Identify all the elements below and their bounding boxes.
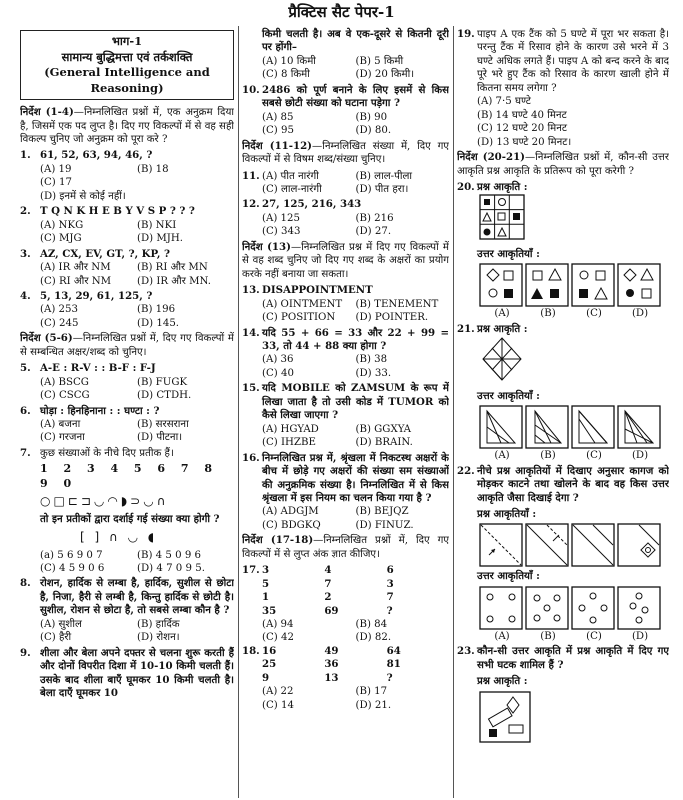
question-23: 23. कौन-सी उत्तर आकृति में प्रश्न आकृति में दिए गए सभी घटक शामिल हैं ? bbox=[457, 645, 669, 671]
options-19: (A) 7·5 घण्टे (B) 14 घण्टे 40 मिनट (C) 12 घण्टे 20 मिनट (D) 13 घण्टे 20 मिनट। bbox=[477, 96, 572, 148]
options-11: (C) लाल-नारंगी (D) पीत हरा। bbox=[262, 183, 409, 195]
options-2: (A) NKG (B) NKI (C) MJG (D) MJH. bbox=[40, 219, 183, 245]
column-2 bbox=[242, 26, 449, 798]
q22-question-figures bbox=[457, 523, 669, 567]
options-8: (A) सुशील (B) हार्दिक (C) हैरी (D) रोशन। bbox=[40, 618, 180, 644]
options-18: (A) 22 (B) 17 (C) 14 (D) 21. bbox=[262, 686, 392, 711]
q21-labels: (A) (B) (C) (D) bbox=[494, 450, 649, 462]
direction-13: निर्देश (13)—निम्नलिखित प्रश्न में दिए गए विकल्पों में से वह शब्द चुनिए जो दिए गए शब्द के अक्षरों का प्रयोग करके नहीं बनाया जा सकता। bbox=[242, 240, 449, 280]
answer-figure-b-icon bbox=[525, 263, 569, 307]
number-row: 1 2 3 4 5 6 7 8 9 0 bbox=[40, 462, 219, 490]
options-3: (A) IR और NM (B) RI और MN (C) RI और NM (D) IR और MN. bbox=[40, 262, 212, 287]
question-3: 3. AZ, CX, EV, GT, ?, KP, ? bbox=[20, 247, 170, 260]
options-6: (A) बजना (B) सरसराना (C) गरजना (D) पीटना। bbox=[40, 419, 189, 444]
direction-1-4: निर्देश (1-4)—निम्नलिखित प्रश्नों में, एक अनुक्रम दिया है, जिसमें एक पद लुप्त है। दिए गए विकल्पों में से वह सही विकल्प चुनिए जो अनुक्रम को पूरा करे ? bbox=[20, 106, 234, 145]
q23-question-label: प्रश्न आकृति : bbox=[477, 675, 528, 688]
grid-figure-icon bbox=[479, 194, 525, 240]
question-19: 19. पाइप A एक टैंक को 5 घण्टे में पूरा भर सकता है। परन्तु टैंक में रिसाव होने के कारण उसे भरने में 3 घण्टे अधिक लगते हैं। पाइप A को बन्द करने के बाद पूरे भरे हुए टैंक को रिसाव के कारण खाली होने में कितना समय लगेगा ? bbox=[457, 28, 669, 94]
answer-figure-c-icon bbox=[571, 586, 615, 630]
options-5: (A) BSCG (B) FUGK (C) CSCG (D) CTDH. bbox=[40, 376, 192, 402]
q22-answer-figures bbox=[457, 586, 669, 630]
q20-labels: (A) (B) (C) (D) bbox=[494, 308, 649, 320]
answer-figure-a-icon bbox=[479, 263, 523, 307]
options-9: (A) 10 किमी (B) 5 किमी (C) 8 किमी (D) 20 किमी। bbox=[262, 55, 415, 81]
q20-answer-figures bbox=[457, 263, 669, 307]
answer-figure-b-icon bbox=[525, 405, 569, 449]
answer-figure-b-icon bbox=[525, 586, 569, 630]
question-9: 9. शीला और बेला अपने दफ्तर से चलना शुरू करती हैं और दोनों विपरीत दिशा में 10-10 किमी चलती हैं। उसके बाद शीला बाएँ घूमकर 10 किमी चलती है। बेला दाएँ घूमकर 10 bbox=[20, 646, 234, 700]
question-17-grid: 17. 3 4 6 5 7 3 1 2 7 35 69 ? bbox=[242, 564, 394, 617]
answer-figure-d-icon bbox=[617, 263, 661, 307]
options-16: (A) ADGJM (B) BEJQZ (C) BDGKQ (D) FINUZ. bbox=[262, 506, 414, 531]
options-7: (a) 5 6 9 0 7 (B) 4 5 0 9 6 (C) 4 5 9 0 6 (D) 4 7 0 9 5. bbox=[40, 549, 205, 574]
answer-figure-c-icon bbox=[571, 405, 615, 449]
options-12: (A) 125 (B) 216 (C) 343 (D) 27. bbox=[262, 212, 394, 238]
column-divider bbox=[453, 26, 454, 798]
options-15: (A) HGYAD (B) GGXYA (C) IHZBE (D) BRAIN. bbox=[262, 423, 413, 449]
q23-question-figure bbox=[457, 691, 669, 747]
fold-step-2-icon bbox=[525, 523, 569, 567]
question-1: 1. 61, 52, 63, 94, 46, ? bbox=[20, 149, 153, 162]
fold-step-4-icon bbox=[617, 523, 661, 567]
question-9-continued: किमी चलती है। अब वे एक-दूसरे से कितनी दूरी पर होंगी– bbox=[262, 28, 449, 54]
question-7: 7. कुछ संख्याओं के नीचे दिए प्रतीक हैं। bbox=[20, 446, 174, 459]
q20-answer-label: उत्तर आकृतियाँ : bbox=[477, 247, 540, 260]
options-10: (A) 85 (B) 90 (C) 95 (D) 80. bbox=[262, 111, 392, 137]
column-3 bbox=[457, 26, 669, 798]
question-4: 4. 5, 13, 29, 61, 125, ? bbox=[20, 289, 153, 302]
q21-answer-label: उत्तर आकृतियाँ : bbox=[477, 389, 540, 402]
components-figure-icon bbox=[479, 691, 531, 743]
question-7-prompt: तो इन प्रतीकों द्वारा दर्शाई गई संख्या क्या होगी ? bbox=[40, 513, 220, 526]
question-18-grid: 18. 16 49 64 25 36 81 9 13 ? bbox=[242, 644, 401, 684]
section-header-box: भाग-1 सामान्य बुद्धिमत्ता एवं तर्कशक्ति (General Intelligence and Reasoning) bbox=[20, 30, 234, 100]
question-15: 15. यदि MOBILE को ZAMSUM के रूप में लिखा जाता है तो उसी कोड में TUMOR को कैसे लिखा जाएगा ? bbox=[242, 382, 449, 422]
symbol-row: ○□⊏⊐◡◠◗⊃◡∩ bbox=[40, 494, 169, 509]
question-12: 12. 27, 125, 216, 343 bbox=[242, 198, 362, 211]
options-4: (A) 253 (B) 196 (C) 245 (D) 145. bbox=[40, 304, 180, 329]
options-14: (A) 36 (B) 38 (C) 40 (D) 33. bbox=[262, 354, 392, 379]
q22-answer-label: उत्तर आकृतियाँ : bbox=[477, 570, 540, 583]
options-13: (A) OINTMENT (B) TENEMENT (C) POSITION (D) POINTER. bbox=[262, 298, 439, 324]
direction-17-18: निर्देश (17-18)—निम्नलिखित प्रश्नों में, दिए गए विकल्पों में से लुप्त अंक ज्ञात कीजिए। bbox=[242, 534, 449, 560]
direction-11-12: निर्देश (11-12)—निम्नलिखित संख्या में, दिए गए विकल्पों में से विषम शब्द/संख्या चुनिए। bbox=[242, 139, 449, 166]
column-1 bbox=[20, 26, 234, 798]
page-title: प्रैक्टिस सैट पेपर-1 bbox=[288, 3, 395, 21]
star-polygon-figure-icon bbox=[479, 336, 525, 382]
question-13: 13. DISAPPOINTMENT bbox=[242, 284, 373, 297]
q21-question-figure bbox=[457, 336, 669, 386]
q21-answer-figures bbox=[457, 405, 669, 449]
question-11: 11. (A) पीत नारंगी (B) लाल-पीला bbox=[242, 169, 413, 182]
question-16: 16. निम्नलिखित प्रश्न में, श्रृंखला में निकटस्थ अक्षरों के बीच में छोड़े गए अक्षरों की संख्या सम संख्याओं की अनुक्रमिक संख्या है। निम्नलिखित में से किस श्रृंखला में इस नियम का चलन किया गया है ? bbox=[242, 451, 449, 504]
direction-5-6: निर्देश (5-6)—निम्नलिखित प्रश्नों में, दिए गए विकल्पों में से सम्बन्धित अक्षर/शब्द को चुनिए। bbox=[20, 332, 234, 358]
q20-question-figure bbox=[457, 194, 669, 244]
question-2: 2. T Q N K H E B Y V S P ? ? ? bbox=[20, 205, 195, 218]
given-symbols: [ ] ∩ ◡ ◖ bbox=[80, 529, 158, 544]
question-5: 5. A-E : R-V : : B-F : F-J bbox=[20, 362, 156, 375]
question-14: 14. यदि 55 + 66 = 33 और 22 + 99 = 33, तो 44 + 88 क्या होगा ? bbox=[242, 326, 449, 352]
question-21: 21. प्रश्न आकृति : bbox=[457, 322, 528, 335]
options-17: (A) 94 (B) 84 (C) 42 (D) 82. bbox=[262, 619, 392, 644]
answer-figure-d-icon bbox=[617, 586, 661, 630]
fold-step-3-icon bbox=[571, 523, 615, 567]
direction-20-21: निर्देश (20-21)—निम्नलिखित प्रश्नों में, कौन-सी उत्तर आकृति प्रश्न आकृति के प्रतिरूप को पूरा करेगी ? bbox=[457, 151, 669, 177]
question-10: 10. 2486 को पूर्ण बनाने के लिए इसमें से किस सबसे छोटी संख्या को घटाना पड़ेगा ? bbox=[242, 83, 449, 110]
question-20: 20. प्रश्न आकृति : bbox=[457, 180, 528, 193]
question-22: 22. नीचे प्रश्न आकृतियों में दिखाए अनुसार कागज को मोड़कर काटने तथा खोलने के बाद वह किस उत्तर आकृति जैसा दिखाई देगा ? bbox=[457, 464, 669, 504]
question-8: 8. रोशन, हार्दिक से लम्बा है, हार्दिक, सुशील से छोटा है, निजा, हैरी से लम्बी है, किन्तु हार्दिक से छोटी है। सुशील, रोशन से छोटा है, तो सबसे लम्बा कौन है ? bbox=[20, 577, 234, 617]
answer-figure-a-icon bbox=[479, 586, 523, 630]
q22-labels: (A) (B) (C) (D) bbox=[494, 630, 649, 642]
answer-figure-d-icon bbox=[617, 405, 661, 449]
fold-step-1-icon bbox=[479, 523, 523, 567]
answer-figure-c-icon bbox=[571, 263, 615, 307]
answer-figure-a-icon bbox=[479, 405, 523, 449]
q22-question-label: प्रश्न आकृतियाँ : bbox=[477, 507, 537, 520]
options-1: (A) 19 (B) 18 (C) 17 (D) इनमें से कोई नहीं। bbox=[40, 163, 169, 202]
column-divider bbox=[238, 26, 239, 798]
question-6: 6. घोड़ा : हिनहिनाना : : घण्टा : ? bbox=[20, 404, 160, 417]
